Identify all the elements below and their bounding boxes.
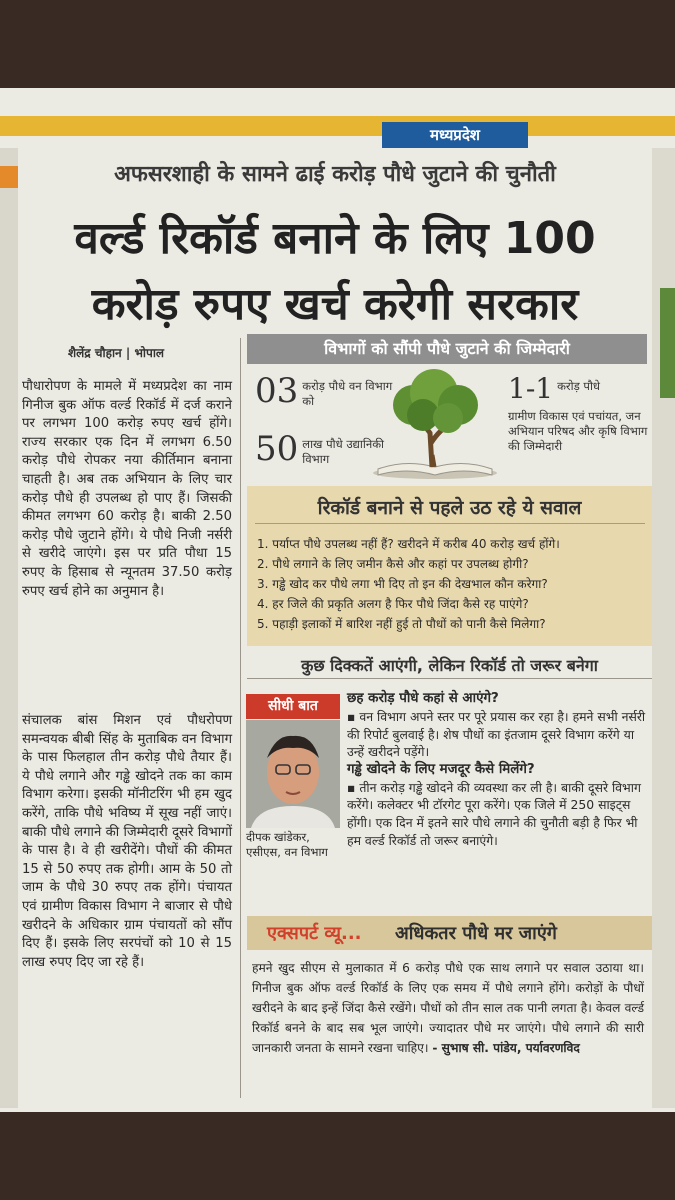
headline-line-1: वर्ल्ड रिकॉर्ड बनाने के लिए 100 (74, 213, 596, 264)
expert-view-bar (247, 916, 652, 950)
expert-view-body (252, 958, 644, 1058)
question-item: 1. पर्याप्त पौधे उपलब्ध नहीं हैं? खरीदने में करीब 40 करोड़ खर्च होंगे। (257, 537, 560, 551)
expert-view-label: एक्सपर्ट व्यू... (267, 923, 362, 944)
answer-2: ▪ तीन करोड़ गड्ढे खोदने की व्यवस्था कर ली है। बाकी दूसरे विभाग करेंगे। कलेक्टर भी टॉरगेट पूरा करेंगे। एक जिले में 250 साइट्स होंगी। एक दिन में इतने सारे पौधे लगाने की चुनौती बड़ी है फिर भी हम वर्ल्ड रिकॉर्ड तो जरूर बनाएंगे। (347, 779, 641, 848)
responsibility-box-title: विभागों को सौंपी पौधे जुटाने की जिम्मेदारी (247, 334, 647, 364)
expert-quote: हमने खुद सीएम से मुलाकात में 6 करोड़ पौधे एक साथ लगाने पर सवाल उठाया था। गिनीज बुक ऑफ वर्ल्ड रिकॉर्ड के लिए एक समय में पौधे लगाने होंगे। करोड़ों के पौधों खरीदने के बाद इन्हें जिंदा कैसे रखेंगे। पौधों को तीन साल तक पानी लगता है। केवल वर्ल्ड रिकॉर्ड बनने के बाद सब भूल जाएंगे। ज्यादातर पौधे मर जाएंगे। पौधे लगाने की सारी जानकारी जनता के सामने रखना चाहिए। (252, 961, 644, 1055)
questions-title: रिकॉर्ड बनाने से पहले उठ रहे ये सवाल (317, 497, 582, 519)
stat-other-unit: करोड़ पौधे (557, 379, 600, 393)
stat-other-number: 1-1 (508, 372, 554, 405)
stat-horticulture-number: 50 (255, 429, 299, 469)
question-item: 3. गड्ढे खोद कर पौधे लगा भी दिए तो इन की देखभाल कौन करेगा? (257, 577, 548, 591)
stat-other-text: ग्रामीण विकास एवं पचांयत, जन अभियान परिषद और कृषि विभाग की जिम्मेदारी (508, 409, 648, 453)
stat-forest-text: करोड़ पौधे वन विभाग को (302, 379, 393, 408)
body-paragraph-1: पौधारोपण के मामले में मध्यप्रदेश का नाम गिनीज बुक ऑफ वर्ल्ड रिकॉर्ड में दर्ज कराने पर लगभग 100 करोड़ रुपए खर्च होंगे। राज्य सरकार एक दिन में लगभग 6.50 करोड़ पौधे रोपकर नया कीर्तिमान बनाना चाहती है। अब तक अभियान के लिए चार करोड़ पौधे ही उपलब्ध हो पाए हैं। जिसकी कीमत लगभग 60 करोड़ है। बाकी 2.50 करोड़ पौधे जुटाने होंगे। ये पौधे निजी नर्सरी से खरीदे जाएंगे। इस पर प्रति पौधा 15 रुपए के हिसाब से न्यूनतम 37.50 करोड़ रुपए खर्च होने का अनुमान है। (22, 379, 232, 599)
tree-book-illustration (368, 363, 502, 483)
adjacent-column-left (0, 148, 18, 1108)
questions-divider (255, 523, 645, 524)
question-item: 2. पौधे लगाने के लिए जमीन कैसे और कहां पर उपलब्ध होगी? (257, 557, 529, 571)
official-photo (246, 720, 340, 828)
photo-caption: दीपक खांडेकर, एसीएस, वन विभाग (246, 830, 328, 859)
stat-other-depts (508, 371, 648, 454)
expert-view-title: अधिकतर पौधे मर जाएंगे (395, 923, 557, 944)
interview-subhead: कुछ दिक्कतें आएंगी, लेकिन रिकॉर्ड तो जरूर बनेगा (301, 656, 598, 675)
headline-line-2: करोड़ रुपए खर्च करेगी सरकार (91, 279, 579, 330)
question-2: गड्ढे खोदने के लिए मजदूर कैसे मिलेंगे? (347, 761, 535, 777)
stat-forest-number: 03 (255, 371, 299, 411)
question-item: 5. पहाड़ी इलाकों में बारिश नहीं हुई तो पौधों को पानी कैसे मिलेगा? (257, 617, 546, 631)
column-divider (240, 338, 241, 1098)
newspaper-page (0, 88, 675, 1112)
headline (25, 206, 645, 338)
qa-block (347, 690, 647, 849)
adjacent-photo-edge (660, 288, 675, 398)
body-paragraph-2: संचालक बांस मिशन एवं पौधरोपण समन्वयक बीबी सिंह के मुताबिक वन विभाग के पास फिलहाल तीन करोड़ पौधे तैयार हैं। ये पौधे लगाने और गड्ढे खोदने तक का काम विभाग करेगा। इसकी मॉनीटरिंग भी हम खुद करेंगे, ताकि पौधे भविष्य में सूख नहीं जाएं। बाकी पौधे लगाने की जिम्मेदारी दूसरे विभागों के पास है। वे ही खरीदेंगे। पौधों की कीमत 15 से 50 रुपए तक होगी। आम के 50 तो जाम के पौधे 30 रुपए तक होंगे। पंचायत एवं ग्रामीण विकास विभाग ने बाजार से पौधे खरीदने के अधिकार ग्राम पंचायतों को सौंप दिए हैं। इसके लिए सरपंचों को 10 से 15 लाख रुपए दिए जा रहे हैं। (22, 713, 232, 970)
expert-signature: - सुभाष सी. पांडेय, पर्यावरणविद (432, 1041, 580, 1055)
answer-1: ▪ वन विभाग अपने स्तर पर पूरे प्रयास कर रहा है। हमने सभी नर्सरी की रिपोर्ट बुलवाई है। शेष पौधों का इंतजाम दूसरे विभाग करेंगे या उन्हें खरीदने पड़ेंगे। (347, 709, 646, 760)
question-item: 4. हर जिले की प्रकृति अलग है फिर पौधे जिंदा कैसे रह पाएंगे? (257, 597, 529, 611)
kicker: अफसरशाही के सामने ढाई करोड़ पौधे जुटाने की चुनौती (114, 162, 556, 187)
stat-horticulture-text: लाख पौधे उद्यानिकी विभाग (302, 437, 385, 466)
questions-list (257, 534, 647, 634)
adjacent-column-right (652, 148, 675, 1108)
orange-marker (0, 166, 18, 188)
section-band (0, 116, 675, 136)
question-1: छह करोड़ पौधे कहां से आएंगे? (347, 691, 499, 706)
seedhi-baat-tag: सीधी बात (246, 694, 340, 719)
byline: शैलेंद्र चौहान | भोपाल (68, 346, 165, 360)
questions-box (247, 486, 652, 646)
section-tag: मध्यप्रदेश (382, 122, 528, 148)
subhead-divider (247, 678, 652, 679)
